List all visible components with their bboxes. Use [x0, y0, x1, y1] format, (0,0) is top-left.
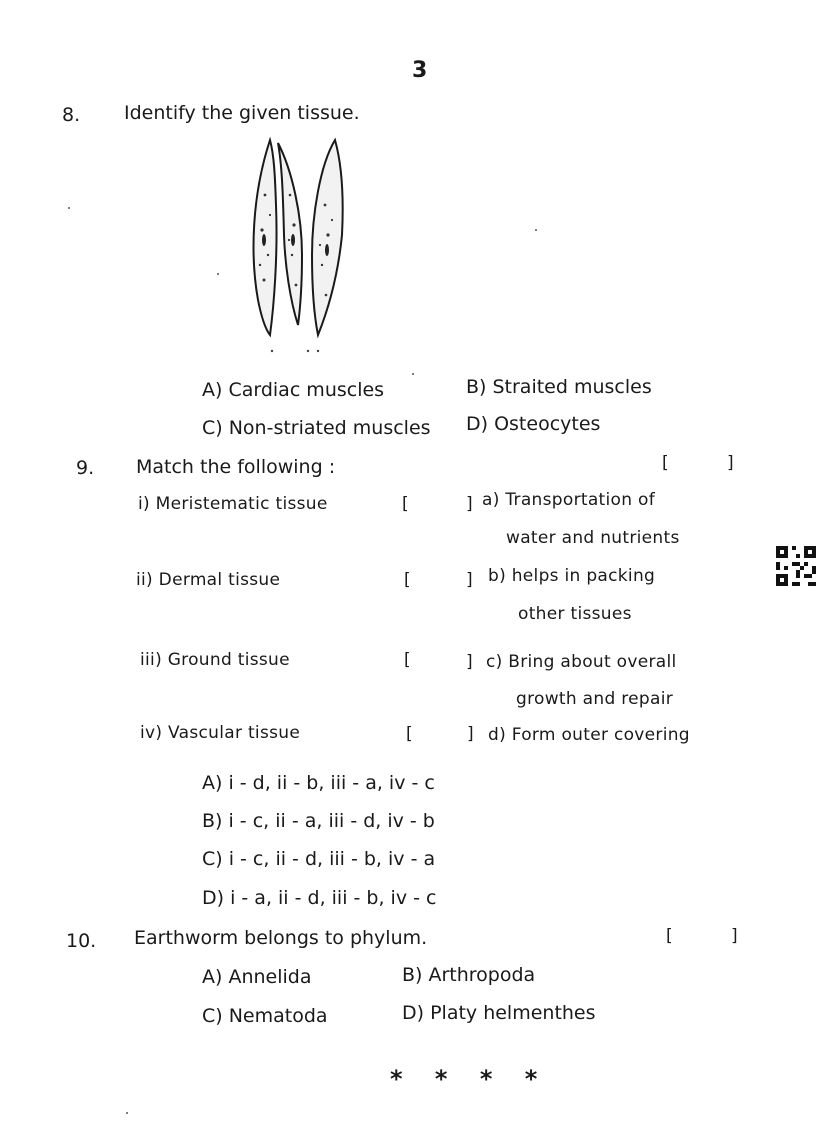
- muscle-cell-middle: [278, 143, 302, 325]
- match-right-item-c-line2: growth and repair: [516, 689, 674, 709]
- qr-code-icon: [776, 546, 816, 586]
- match-bracket-close-1: ]: [466, 494, 473, 514]
- match-bracket-open-3: [: [404, 650, 411, 670]
- q8-option-b: B) Straited muscles: [466, 376, 652, 398]
- match-left-item-2: ii) Dermal tissue: [136, 570, 281, 590]
- q10-option-a: A) Annelida: [202, 966, 312, 988]
- scan-speck: [412, 373, 414, 375]
- match-bracket-open-4: [: [406, 724, 413, 744]
- match-left-item-1: i) Meristematic tissue: [138, 494, 328, 514]
- q8-option-c: C) Non-striated muscles: [202, 417, 431, 439]
- question-10-text: Earthworm belongs to phylum.: [134, 927, 428, 949]
- match-bracket-open-2: [: [404, 570, 411, 590]
- smooth-muscle-cells-figure: [240, 135, 370, 360]
- q9-option-a: A) i - d, ii - b, iii - a, iv - c: [202, 772, 435, 794]
- match-right-item-d-line1: d) Form outer covering: [488, 725, 690, 745]
- q9-option-d: D) i - a, ii - d, iii - b, iv - c: [202, 887, 437, 909]
- question-8-text: Identify the given tissue.: [124, 102, 360, 124]
- question-8-number: 8.: [62, 104, 81, 126]
- scan-speck: [535, 229, 537, 231]
- match-right-item-b-line2: other tissues: [518, 604, 632, 624]
- scan-speck: [126, 1112, 128, 1114]
- q9-answer-bracket-close: ]: [727, 453, 734, 473]
- muscle-cell-right: [312, 140, 343, 335]
- q10-answer-bracket-close: ]: [731, 926, 738, 946]
- match-left-item-3: iii) Ground tissue: [140, 650, 290, 670]
- scan-speck: [217, 273, 219, 275]
- match-right-item-c-line1: c) Bring about overall: [486, 652, 677, 672]
- match-bracket-open-1: [: [402, 494, 409, 514]
- match-left-item-4: iv) Vascular tissue: [140, 723, 301, 743]
- q10-answer-bracket-open: [: [666, 926, 673, 946]
- match-bracket-close-2: ]: [466, 570, 473, 590]
- q9-answer-bracket-open: [: [662, 453, 669, 473]
- match-right-item-a-line1: a) Transportation of: [482, 490, 655, 510]
- question-10-number: 10.: [66, 930, 97, 952]
- q10-option-b: B) Arthropoda: [402, 964, 536, 986]
- q8-option-d: D) Osteocytes: [466, 413, 601, 435]
- match-right-item-b-line1: b) helps in packing: [488, 566, 656, 586]
- q10-option-c: C) Nematoda: [202, 1005, 328, 1027]
- scan-speck: [68, 207, 70, 209]
- match-right-item-a-line2: water and nutrients: [506, 528, 680, 548]
- q10-option-d: D) Platy helmenthes: [402, 1002, 596, 1024]
- q9-option-b: B) i - c, ii - a, iii - d, iv - b: [202, 810, 435, 832]
- q8-option-a: A) Cardiac muscles: [202, 379, 385, 401]
- page-number: 3: [412, 58, 428, 83]
- match-bracket-close-4: ]: [467, 724, 474, 744]
- q9-option-c: C) i - c, ii - d, iii - b, iv - a: [202, 848, 436, 870]
- match-bracket-close-3: ]: [466, 652, 473, 672]
- question-9-text: Match the following :: [136, 456, 336, 478]
- end-of-paper-stars: * * * *: [390, 1065, 550, 1093]
- question-9-number: 9.: [76, 457, 95, 479]
